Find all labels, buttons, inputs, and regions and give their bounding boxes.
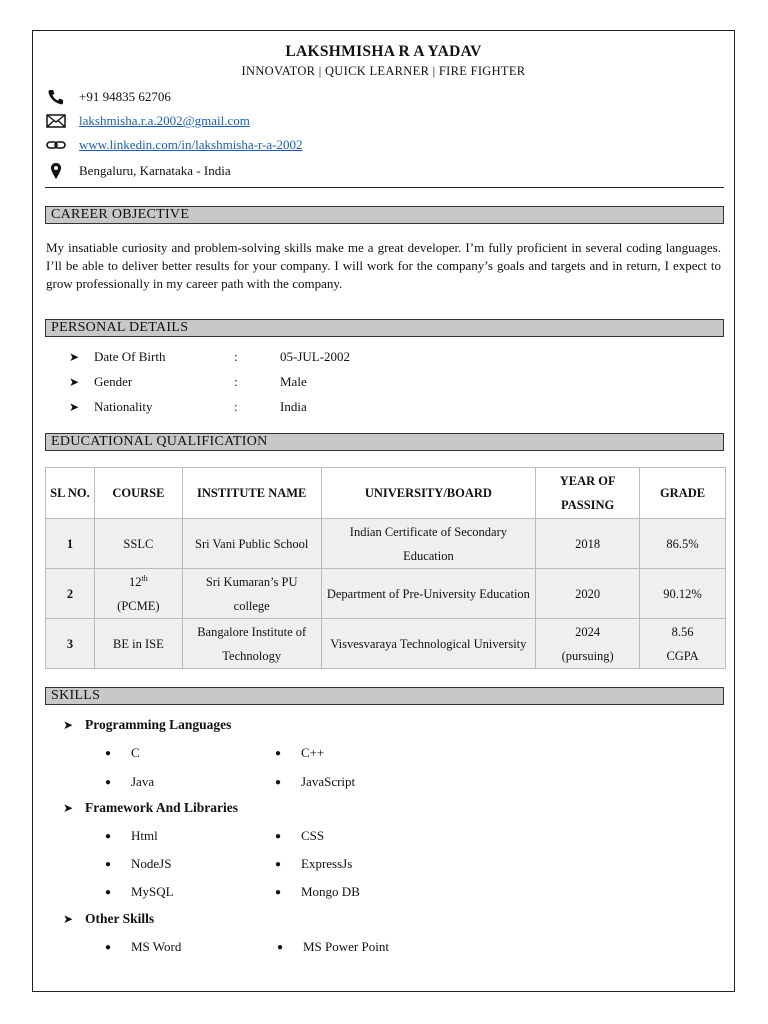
bullet-icon: ● xyxy=(275,747,282,759)
col-sl: SL NO. xyxy=(46,468,95,519)
skill-text: MS Word xyxy=(131,939,182,954)
bullet-icon: ● xyxy=(105,747,112,759)
arrow-bullet-icon: ➤ xyxy=(69,374,80,389)
skill-group-heading xyxy=(63,715,231,735)
detail-label: Date Of Birth xyxy=(94,349,166,364)
course-main: 12 xyxy=(129,574,142,589)
cell-institute: Sri Vani Public School xyxy=(182,519,321,569)
cell-institute: Sri Kumaran’s PU college xyxy=(182,569,321,619)
cell-university: Visvesvaraya Technological University xyxy=(321,619,536,669)
skill-group-heading xyxy=(63,798,238,818)
table-row xyxy=(46,569,726,619)
bullet-icon: ● xyxy=(105,886,112,898)
contact-email xyxy=(45,111,250,131)
cell-course: SSLC xyxy=(94,519,182,569)
personal-detail-nationality xyxy=(69,397,307,417)
table-row xyxy=(46,619,726,669)
contact-phone xyxy=(45,87,171,107)
bullet-icon: ● xyxy=(105,858,112,870)
cell-sl: 1 xyxy=(46,519,95,569)
header-divider xyxy=(45,187,724,188)
arrow-bullet-icon: ➤ xyxy=(69,349,80,364)
cell-institute: Bangalore Institute of Technology xyxy=(182,619,321,669)
skill-group-heading xyxy=(63,909,154,929)
phone-number: +91 94835 62706 xyxy=(79,89,171,104)
skill-group-title: Other Skills xyxy=(85,911,155,926)
cell-course: BE in ISE xyxy=(94,619,182,669)
skill-item xyxy=(105,854,171,874)
contact-linkedin xyxy=(45,135,302,155)
skill-item xyxy=(275,826,324,846)
skill-text: JavaScript xyxy=(301,774,356,789)
bullet-icon: ● xyxy=(105,941,112,953)
section-skills: SKILLS xyxy=(45,687,724,705)
col-grade: GRADE xyxy=(640,468,726,519)
skill-text: NodeJS xyxy=(131,856,172,871)
resume-page xyxy=(32,30,735,992)
linkedin-link[interactable]: www.linkedin.com/in/lakshmisha-r-a-2002 xyxy=(79,137,303,152)
grade-sub: CGPA xyxy=(666,648,699,663)
education-table xyxy=(45,467,726,669)
arrow-bullet-icon: ➤ xyxy=(63,800,74,815)
tagline: INNOVATOR | QUICK LEARNER | FIRE FIGHTER xyxy=(241,64,526,78)
cell-grade xyxy=(640,619,726,669)
skill-item xyxy=(105,937,181,957)
arrow-bullet-icon: ➤ xyxy=(63,911,74,926)
detail-label: Nationality xyxy=(94,399,153,414)
course-sub: (PCME) xyxy=(117,598,160,613)
skill-item xyxy=(277,937,389,957)
bullet-icon: ● xyxy=(275,886,282,898)
mail-icon xyxy=(45,112,67,130)
skill-item xyxy=(105,772,154,792)
detail-value: 05-JUL-2002 xyxy=(280,349,351,364)
skill-item xyxy=(275,743,324,763)
col-university: UNIVERSITY/BOARD xyxy=(321,468,536,519)
personal-detail-dob xyxy=(69,347,350,367)
skill-item xyxy=(275,882,360,902)
skill-group-title: Framework And Libraries xyxy=(85,800,238,815)
cell-sl: 3 xyxy=(46,619,95,669)
skill-group-title: Programming Languages xyxy=(85,717,232,732)
skill-text: Java xyxy=(131,774,155,789)
course-sup: th xyxy=(141,573,148,583)
detail-separator: : xyxy=(234,374,238,389)
skill-item xyxy=(105,882,174,902)
location-text: Bengaluru, Karnataka - India xyxy=(79,163,231,178)
col-course: COURSE xyxy=(94,468,182,519)
year-main: 2024 xyxy=(575,624,601,639)
table-row xyxy=(46,519,726,569)
detail-label: Gender xyxy=(94,374,133,389)
detail-separator: : xyxy=(234,349,238,364)
skill-text: ExpressJs xyxy=(301,856,353,871)
cell-grade: 86.5% xyxy=(640,519,726,569)
bullet-icon: ● xyxy=(275,830,282,842)
cell-university: Indian Certificate of Secondary Education xyxy=(321,519,536,569)
email-link[interactable]: lakshmisha.r.a.2002@gmail.com xyxy=(79,113,250,128)
col-institute: INSTITUTE NAME xyxy=(182,468,321,519)
skill-text: CSS xyxy=(301,828,325,843)
skill-text: C++ xyxy=(301,745,325,760)
bullet-icon: ● xyxy=(105,830,112,842)
skill-text: MySQL xyxy=(131,884,174,899)
cell-sl: 2 xyxy=(46,569,95,619)
cell-grade: 90.12% xyxy=(640,569,726,619)
bullet-icon: ● xyxy=(277,941,284,953)
cell-course xyxy=(94,569,182,619)
skill-text: Html xyxy=(131,828,158,843)
arrow-bullet-icon: ➤ xyxy=(69,399,80,414)
skill-text: MS Power Point xyxy=(303,939,389,954)
bullet-icon: ● xyxy=(275,776,282,788)
year-sub: (pursuing) xyxy=(561,648,614,663)
cell-year: 2020 xyxy=(536,569,640,619)
skill-item xyxy=(275,772,355,792)
col-year: YEAR OF PASSING xyxy=(536,468,640,519)
grade-main: 8.56 xyxy=(671,624,694,639)
bullet-icon: ● xyxy=(275,858,282,870)
skill-item xyxy=(275,854,352,874)
candidate-name: LAKSHMISHA R A YADAV xyxy=(285,43,482,60)
detail-value: India xyxy=(280,399,307,414)
arrow-bullet-icon: ➤ xyxy=(63,717,74,732)
skill-item xyxy=(105,826,158,846)
section-career-objective: CAREER OBJECTIVE xyxy=(45,206,724,224)
personal-detail-gender xyxy=(69,372,307,392)
skill-text: Mongo DB xyxy=(301,884,360,899)
phone-icon xyxy=(45,88,67,106)
location-pin-icon xyxy=(45,162,67,180)
skill-item xyxy=(105,743,140,763)
cell-year: 2018 xyxy=(536,519,640,569)
detail-value: Male xyxy=(280,374,307,389)
table-header-row xyxy=(46,468,726,519)
skill-text: C xyxy=(131,745,140,760)
bullet-icon: ● xyxy=(105,776,112,788)
link-icon xyxy=(45,136,67,154)
contact-location xyxy=(45,161,231,181)
section-education: EDUCATIONAL QUALIFICATION xyxy=(45,433,724,451)
detail-separator: : xyxy=(234,399,238,414)
cell-year xyxy=(536,619,640,669)
cell-university: Department of Pre-University Education xyxy=(321,569,536,619)
section-personal-details: PERSONAL DETAILS xyxy=(45,319,724,337)
career-objective-text: My insatiable curiosity and problem-solving skills make me a great developer. I’m fully proficient in several coding languages. I’ll be able to deliver better results for your company. I will work for the company’s goals and targets and in return, I expect to grow professionally in my career path with the company. xyxy=(46,240,721,291)
